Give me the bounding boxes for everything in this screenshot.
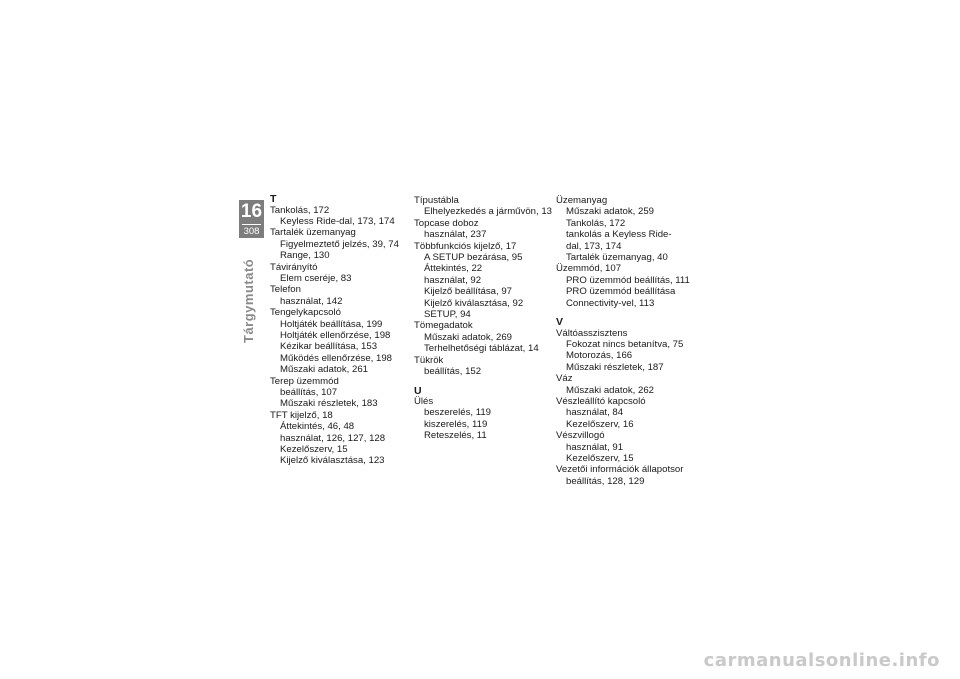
entry-subitem: beállítás, 152 bbox=[424, 366, 482, 378]
index-entry bbox=[270, 262, 410, 285]
entry-subitem: Kijelző kiválasztása, 123 bbox=[280, 455, 385, 467]
chapter-divider bbox=[242, 224, 261, 225]
entry-subitem: PRO üzemmód beállítás, 111 bbox=[566, 274, 690, 286]
index-entry bbox=[556, 195, 706, 263]
entry-subitem: beállítás, 107 bbox=[280, 387, 338, 398]
entry-subitem: Connectivity-vel, 113 bbox=[566, 297, 655, 309]
entry-subitem: Műszaki adatok, 259 bbox=[566, 206, 654, 218]
entry-subitem: dal, 173, 174 bbox=[566, 240, 622, 252]
entry-subitem: Reteszelés, 11 bbox=[424, 430, 487, 442]
entry-title: Tengelykapcsoló bbox=[270, 307, 341, 319]
section-letter: U bbox=[414, 384, 422, 397]
index-entry bbox=[270, 205, 410, 228]
entry-subitem: Műszaki részletek, 187 bbox=[566, 361, 664, 373]
entry-subitem: Kezelőszerv, 15 bbox=[280, 444, 348, 456]
entry-title: Váltóasszisztens bbox=[556, 327, 628, 339]
entry-subitem: Tartalék üzemanyag, 40 bbox=[566, 252, 668, 264]
index-entry bbox=[414, 396, 554, 442]
entry-title: Terep üzemmód bbox=[270, 375, 339, 387]
entry-title: Többfunkciós kijelző, 17 bbox=[414, 240, 517, 252]
entry-title: Váz bbox=[556, 373, 573, 385]
index-section bbox=[556, 195, 706, 309]
entry-title: Vészleállító kapcsoló bbox=[556, 396, 646, 407]
index-section bbox=[556, 318, 706, 487]
chapter-badge bbox=[239, 200, 264, 238]
entry-subitem: használat, 84 bbox=[566, 407, 624, 419]
entry-title: Vezetői információk állapotsor bbox=[556, 464, 684, 476]
chapter-number: 16 bbox=[240, 201, 263, 222]
entry-title: Telefon bbox=[270, 284, 301, 296]
entry-subitem: beállítás, 128, 129 bbox=[566, 475, 645, 487]
entry-title: Típustábla bbox=[414, 195, 459, 206]
entry-subitem: Holtjáték ellenőrzése, 198 bbox=[280, 329, 391, 341]
entry-subitem: Kezelőszerv, 16 bbox=[566, 418, 634, 430]
entry-subitem: Működés ellenőrzése, 198 bbox=[280, 352, 392, 364]
entry-subitem: Kézikar beállítása, 153 bbox=[280, 341, 378, 353]
entry-subitem: Keyless Ride-dal, 173, 174 bbox=[280, 215, 395, 227]
entry-subitem: Motorozás, 166 bbox=[566, 350, 633, 362]
entry-title: TFT kijelző, 18 bbox=[270, 409, 333, 421]
entry-subitem: Műszaki részletek, 183 bbox=[280, 398, 378, 410]
entry-subitem: tankolás a Keyless Ride- bbox=[566, 229, 672, 241]
section-letter: T bbox=[270, 193, 277, 205]
index-entry bbox=[270, 284, 410, 307]
entry-title: Ülés bbox=[414, 396, 434, 407]
entry-title: Üzemanyag bbox=[556, 195, 608, 206]
entry-title: Topcase doboz bbox=[414, 217, 479, 229]
watermark: carmanualsonline.info bbox=[703, 650, 940, 671]
index-section bbox=[270, 195, 410, 467]
entry-title: Tartalék üzemanyag bbox=[270, 227, 356, 239]
entry-subitem: Terhelhetőségi táblázat, 14 bbox=[424, 343, 539, 355]
entry-subitem: Elem cseréje, 83 bbox=[280, 272, 352, 284]
entry-subitem: használat, 142 bbox=[280, 295, 343, 307]
index-column-2 bbox=[414, 195, 554, 442]
entry-subitem: Áttekintés, 22 bbox=[424, 263, 483, 275]
index-entry bbox=[414, 320, 554, 354]
index-entry bbox=[270, 376, 410, 410]
index-section bbox=[414, 384, 554, 442]
index-column-1 bbox=[270, 195, 410, 467]
entry-title: Távirányító bbox=[270, 261, 318, 273]
entry-subitem: Elhelyezkedés a járművön, 13 bbox=[424, 206, 552, 218]
entry-title: Üzemmód, 107 bbox=[556, 263, 622, 275]
index-section bbox=[414, 195, 554, 378]
index-entry bbox=[270, 410, 410, 467]
entry-title: Vészvillogó bbox=[556, 430, 605, 442]
entry-subitem: használat, 237 bbox=[424, 229, 487, 241]
entry-subitem: használat, 126, 127, 128 bbox=[280, 432, 386, 444]
entry-subitem: SETUP, 94 bbox=[424, 309, 471, 321]
entry-title: Tömegadatok bbox=[414, 320, 473, 332]
index-entry bbox=[556, 328, 706, 374]
section-letter: V bbox=[556, 316, 564, 329]
index-entry bbox=[556, 263, 706, 309]
entry-subitem: Kijelző kiválasztása, 92 bbox=[424, 297, 524, 309]
index-entry bbox=[556, 464, 706, 487]
index-entry bbox=[414, 241, 554, 321]
entry-subitem: Fokozat nincs betanítva, 75 bbox=[566, 338, 684, 350]
index-entry bbox=[270, 307, 410, 375]
entry-title: Tankolás, 172 bbox=[270, 204, 330, 216]
entry-subitem: Range, 130 bbox=[280, 250, 330, 262]
entry-subitem: A SETUP bezárása, 95 bbox=[424, 252, 523, 264]
entry-title: Tükrök bbox=[414, 354, 444, 366]
entry-subitem: Áttekintés, 46, 48 bbox=[280, 421, 355, 433]
entry-subitem: Műszaki adatok, 262 bbox=[566, 384, 654, 396]
index-entry bbox=[556, 373, 706, 396]
index-entry bbox=[414, 218, 554, 241]
index-entry bbox=[414, 355, 554, 378]
entry-subitem: Kijelző beállítása, 97 bbox=[424, 286, 512, 298]
entry-subitem: Figyelmeztető jelzés, 39, 74 bbox=[280, 238, 399, 250]
entry-subitem: használat, 91 bbox=[566, 441, 624, 453]
entry-subitem: beszerelés, 119 bbox=[424, 407, 492, 419]
entry-subitem: Műszaki adatok, 269 bbox=[424, 331, 512, 343]
index-entry bbox=[556, 430, 706, 464]
page-number: 308 bbox=[243, 226, 260, 237]
index-entry bbox=[414, 195, 554, 218]
chapter-title: Tárgymutató bbox=[241, 258, 256, 343]
entry-subitem: kiszerelés, 119 bbox=[424, 418, 488, 430]
entry-subitem: Tankolás, 172 bbox=[566, 217, 626, 229]
index-entry bbox=[270, 227, 410, 261]
entry-subitem: Holtjáték beállítása, 199 bbox=[280, 318, 383, 330]
index-column-3 bbox=[556, 195, 706, 487]
entry-subitem: Műszaki adatok, 261 bbox=[280, 364, 368, 376]
entry-subitem: használat, 92 bbox=[424, 274, 482, 286]
entry-subitem: PRO üzemmód beállítása bbox=[566, 286, 676, 298]
entry-subitem: Kezelőszerv, 15 bbox=[566, 453, 634, 465]
index-entry bbox=[556, 396, 706, 430]
